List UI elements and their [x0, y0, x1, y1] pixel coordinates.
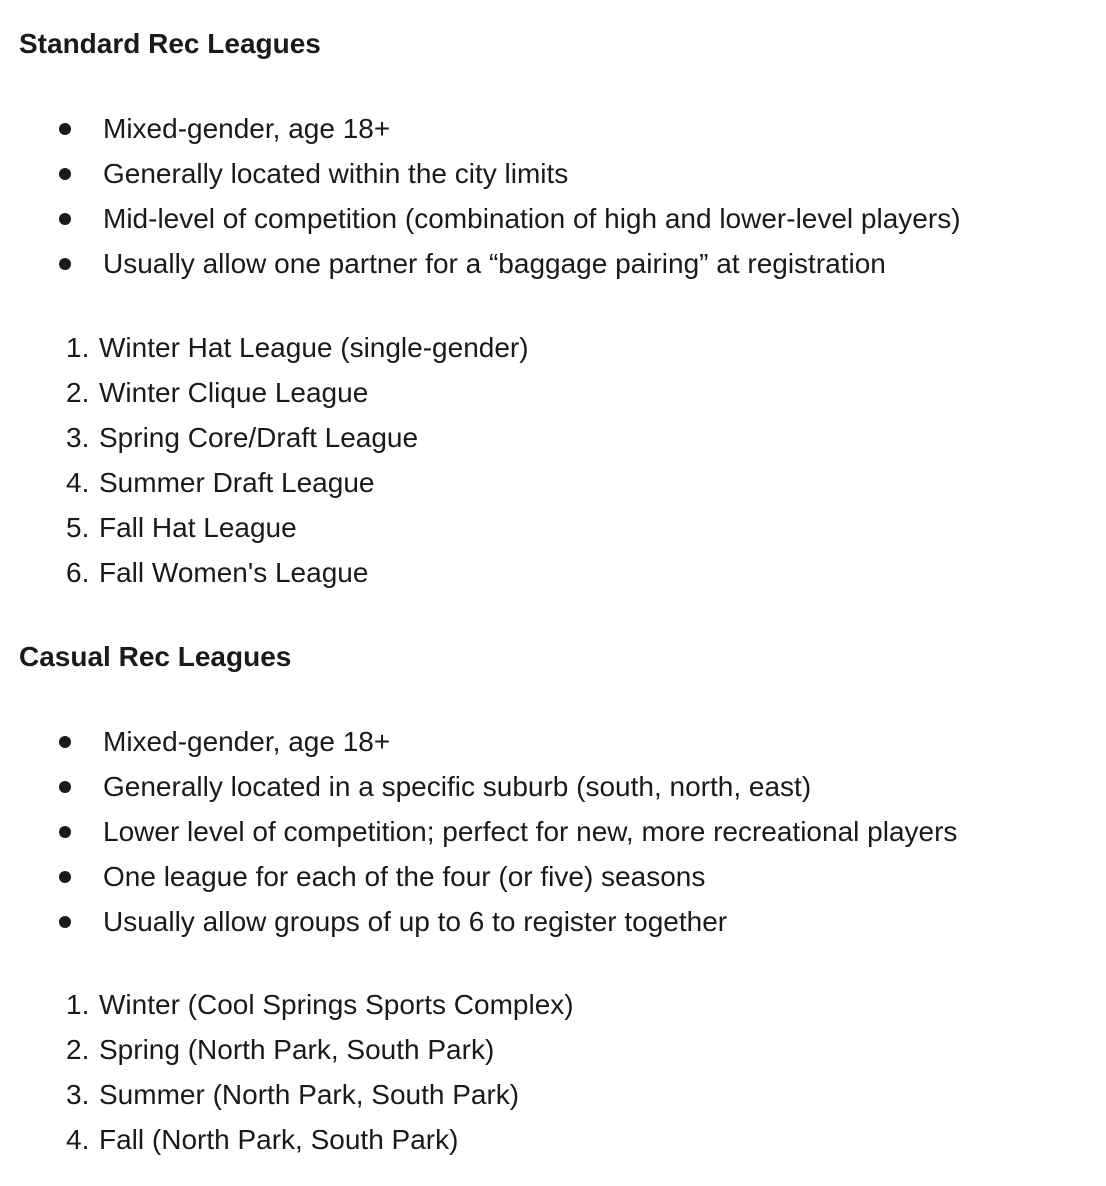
bullet-icon — [59, 781, 71, 793]
bullet-icon — [59, 826, 71, 838]
bullet-icon — [59, 258, 71, 270]
bullet-icon — [59, 123, 71, 135]
bullet-icon — [59, 916, 71, 928]
bullet-icon — [59, 736, 71, 748]
bullet-icon — [59, 168, 71, 180]
section-heading-standard: Standard Rec Leagues — [19, 28, 321, 59]
bullet-icon — [59, 871, 71, 883]
section-heading-casual: Casual Rec Leagues — [19, 641, 292, 672]
bullet-icon — [59, 213, 71, 225]
